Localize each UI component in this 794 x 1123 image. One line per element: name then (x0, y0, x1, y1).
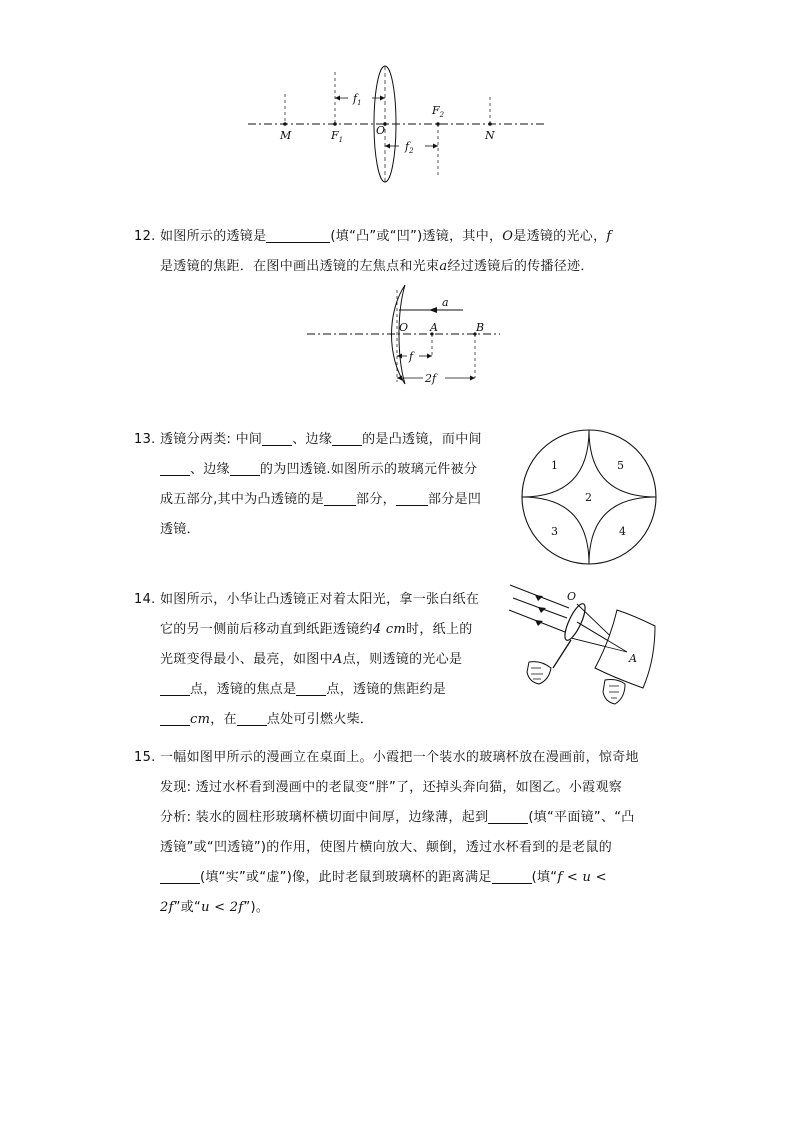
svg-text:F1: $F_1$ (331, 129, 344, 144)
A-label: A (430, 321, 438, 334)
answer-blank[interactable] (160, 868, 200, 884)
a-label: a (442, 296, 449, 309)
svg-text:F2: $F_2$ (432, 104, 445, 119)
sun-lens-paper-illustration (505, 580, 665, 720)
question-number: 13. (134, 432, 156, 447)
question-13: 13. 透镜分两类: 中间 、边缘 的是凸透镜，而中间 、边缘 的为凹透镜.如图所示的玻璃元件被分 成五部分,其中为凸透镜的是 部分， 部分是凹 透镜． (160, 425, 515, 545)
question-number: 15. (134, 750, 156, 765)
five-part-lens-diagram (519, 427, 659, 567)
answer-blank[interactable] (492, 868, 532, 884)
twof-label: f (432, 372, 437, 385)
answer-blank[interactable] (262, 430, 292, 446)
F1-label: F (331, 129, 339, 142)
svg-text:2f (424, 372, 438, 385)
O-label: O (567, 590, 577, 603)
two-label: 2 (425, 372, 432, 385)
question-number: 14. (134, 592, 156, 607)
O-label: O (399, 321, 409, 334)
answer-blank[interactable] (237, 710, 267, 726)
svg-text:f1: $f_1$ (353, 92, 362, 107)
question-14: 14. 如图所示，小华让凸透镜正对着太阳光，拿一张白纸在 它的另一侧前后移动直到纸距透镜约4 cm时，纸上的 光斑变得最小、最亮，如图中A点，则透镜的光心是 点，透镜的焦点是 点，透镜的焦距约是 cm，在 点处可引燃火柴． (160, 585, 510, 735)
F2-label: F (432, 104, 440, 117)
B-label: B (476, 321, 485, 334)
part-2-label: 2 (585, 491, 592, 504)
f-label: f (409, 350, 414, 363)
N-label: N (485, 129, 495, 142)
answer-blank[interactable] (324, 490, 356, 506)
question-15: 15. 一幅如图甲所示的漫画立在桌面上。小霞把一个装水的玻璃杯放在漫画前，惊奇地 发现: 透过水杯看到漫画中的老鼠变“胖”了，还掉头奔向猫，如图乙。小霞观察 分析: 装水的圆柱形玻璃杯横切面中间厚，边缘薄，起到 (填“平面镜”、“凸 透镜”或“凹透镜”)的作用，使图片横向放大、颠倒，透过水杯看到的是老鼠的 (填“实”或“虚”)像，此时老鼠到玻璃杯的距离满足 (填“f < u < 2f”或“u < 2f”)。 (160, 743, 670, 923)
answer-blank[interactable] (266, 227, 330, 243)
part-4-label: 4 (619, 525, 626, 538)
concave-lens-diagram (305, 282, 505, 388)
answer-blank[interactable] (488, 808, 528, 824)
answer-blank[interactable] (332, 430, 362, 446)
answer-blank[interactable] (160, 460, 190, 476)
O-label: O (376, 124, 386, 137)
svg-text:f2: $f_2$ (405, 140, 414, 155)
answer-blank[interactable] (160, 710, 190, 726)
f1-label: f (353, 92, 358, 105)
answer-blank[interactable] (396, 490, 428, 506)
part-5-label: 5 (617, 459, 624, 472)
f2-label: f (405, 140, 410, 153)
M-label: M (280, 129, 292, 142)
answer-blank[interactable] (160, 680, 190, 696)
question-number: 12. (134, 229, 156, 244)
lens-focal-diagram (245, 62, 550, 192)
part-3-label: 3 (551, 525, 558, 538)
A-label: A (629, 652, 637, 665)
answer-blank[interactable] (296, 680, 326, 696)
question-12: 12. 如图所示的透镜是 (填“凸”或“凹”)透镜，其中，O是透镜的光心，f 是透镜的焦距．在图中画出透镜的左焦点和光束a经过透镜后的传播径迹． (160, 222, 670, 282)
part-1-label: 1 (551, 459, 558, 472)
answer-blank[interactable] (230, 460, 260, 476)
